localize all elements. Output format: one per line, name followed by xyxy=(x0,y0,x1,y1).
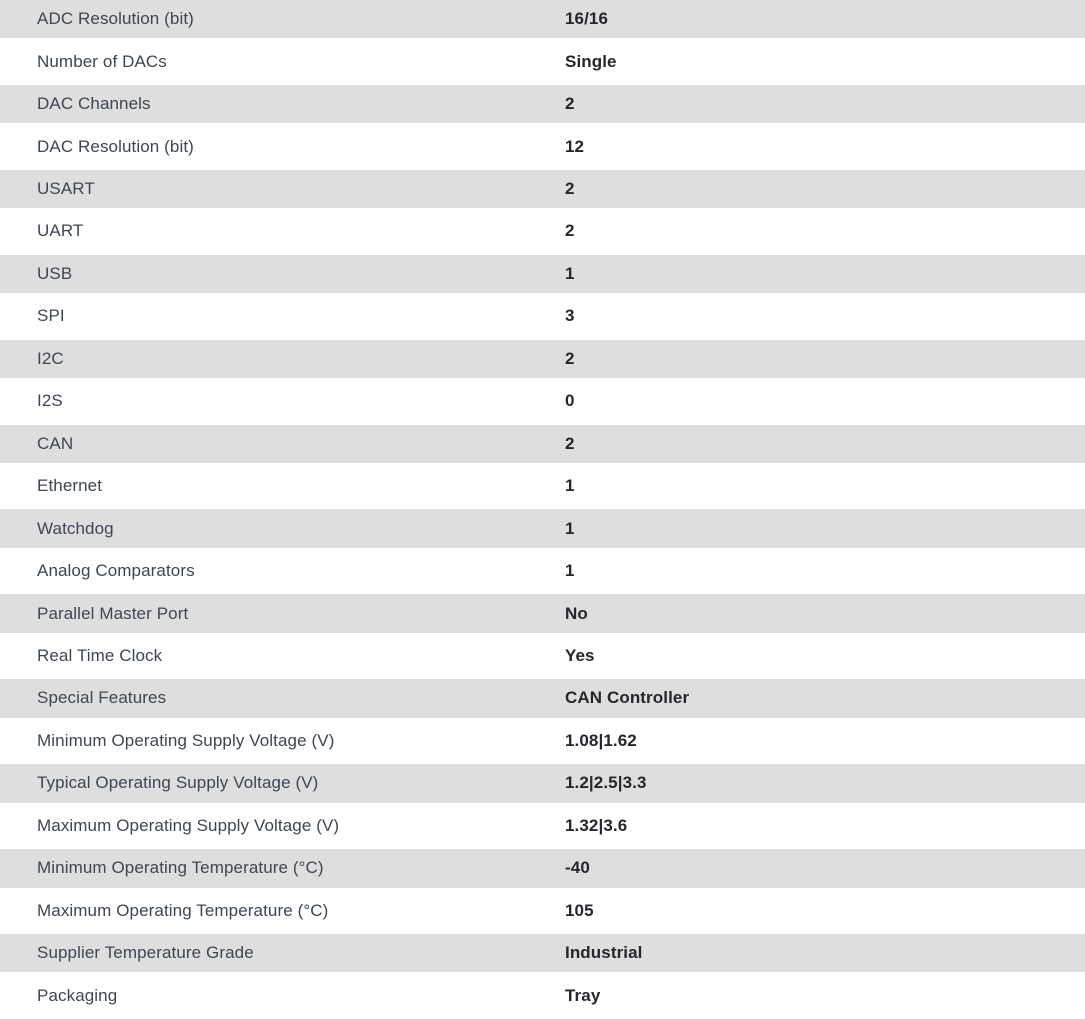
row-value: 1.2|2.5|3.3 xyxy=(565,773,647,793)
table-row xyxy=(0,85,1085,127)
row-value: 1 xyxy=(565,518,575,538)
row-value: CAN Controller xyxy=(565,688,690,708)
row-value: -40 xyxy=(565,858,590,878)
row-label: DAC Resolution (bit) xyxy=(37,136,194,156)
table-row xyxy=(0,976,1085,1018)
row-label: Analog Comparators xyxy=(37,561,195,581)
table-row xyxy=(0,340,1085,382)
row-value: 2 xyxy=(565,179,575,199)
table-row xyxy=(0,552,1085,594)
table-row xyxy=(0,637,1085,679)
table-row xyxy=(0,934,1085,976)
row-label: Number of DACs xyxy=(37,51,167,71)
table-row xyxy=(0,212,1085,254)
row-label: Supplier Temperature Grade xyxy=(37,943,254,963)
row-label: Parallel Master Port xyxy=(37,603,189,623)
table-row xyxy=(0,170,1085,212)
table-row xyxy=(0,127,1085,169)
row-value: 1.32|3.6 xyxy=(565,815,628,835)
table-row xyxy=(0,0,1085,42)
row-label: Typical Operating Supply Voltage (V) xyxy=(37,773,319,793)
row-value: No xyxy=(565,603,588,623)
row-label: Maximum Operating Temperature (°C) xyxy=(37,900,329,920)
row-label: USB xyxy=(37,263,73,283)
row-label: Packaging xyxy=(37,985,118,1005)
row-value: 1 xyxy=(565,476,575,496)
row-label: Maximum Operating Supply Voltage (V) xyxy=(37,815,340,835)
table-row xyxy=(0,722,1085,764)
table-row xyxy=(0,297,1085,339)
row-value: Yes xyxy=(565,646,595,666)
table-row xyxy=(0,892,1085,934)
table-row xyxy=(0,594,1085,636)
row-value: 105 xyxy=(565,900,594,920)
row-label: Minimum Operating Supply Voltage (V) xyxy=(37,730,335,750)
row-value: 3 xyxy=(565,306,575,326)
row-label: Ethernet xyxy=(37,476,103,496)
row-label: Special Features xyxy=(37,688,167,708)
table-row xyxy=(0,382,1085,424)
row-value: 2 xyxy=(565,221,575,241)
row-value: 1 xyxy=(565,561,575,581)
row-label: CAN xyxy=(37,433,74,453)
table-row xyxy=(0,849,1085,891)
row-value: 2 xyxy=(565,433,575,453)
table-row xyxy=(0,679,1085,721)
row-label: ADC Resolution (bit) xyxy=(37,9,194,29)
table-row xyxy=(0,42,1085,84)
row-value: 0 xyxy=(565,391,575,411)
row-value: Single xyxy=(565,51,617,71)
table-row xyxy=(0,425,1085,467)
table-row xyxy=(0,467,1085,509)
row-value: 16/16 xyxy=(565,9,609,29)
table-row xyxy=(0,509,1085,551)
row-label: I2C xyxy=(37,348,64,368)
row-label: Real Time Clock xyxy=(37,646,163,666)
row-value: Tray xyxy=(565,985,601,1005)
table-row xyxy=(0,807,1085,849)
row-label: DAC Channels xyxy=(37,94,151,114)
row-label: UART xyxy=(37,221,84,241)
row-value: 2 xyxy=(565,94,575,114)
row-label: Minimum Operating Temperature (°C) xyxy=(37,858,324,878)
row-label: USART xyxy=(37,179,95,199)
row-value: 12 xyxy=(565,136,585,156)
row-value: 2 xyxy=(565,348,575,368)
row-value: 1.08|1.62 xyxy=(565,730,637,750)
row-label: SPI xyxy=(37,306,65,326)
row-value: Industrial xyxy=(565,943,643,963)
table-row xyxy=(0,255,1085,297)
row-label: I2S xyxy=(37,391,63,411)
row-value: 1 xyxy=(565,263,575,283)
table-row xyxy=(0,764,1085,806)
row-label: Watchdog xyxy=(37,518,114,538)
